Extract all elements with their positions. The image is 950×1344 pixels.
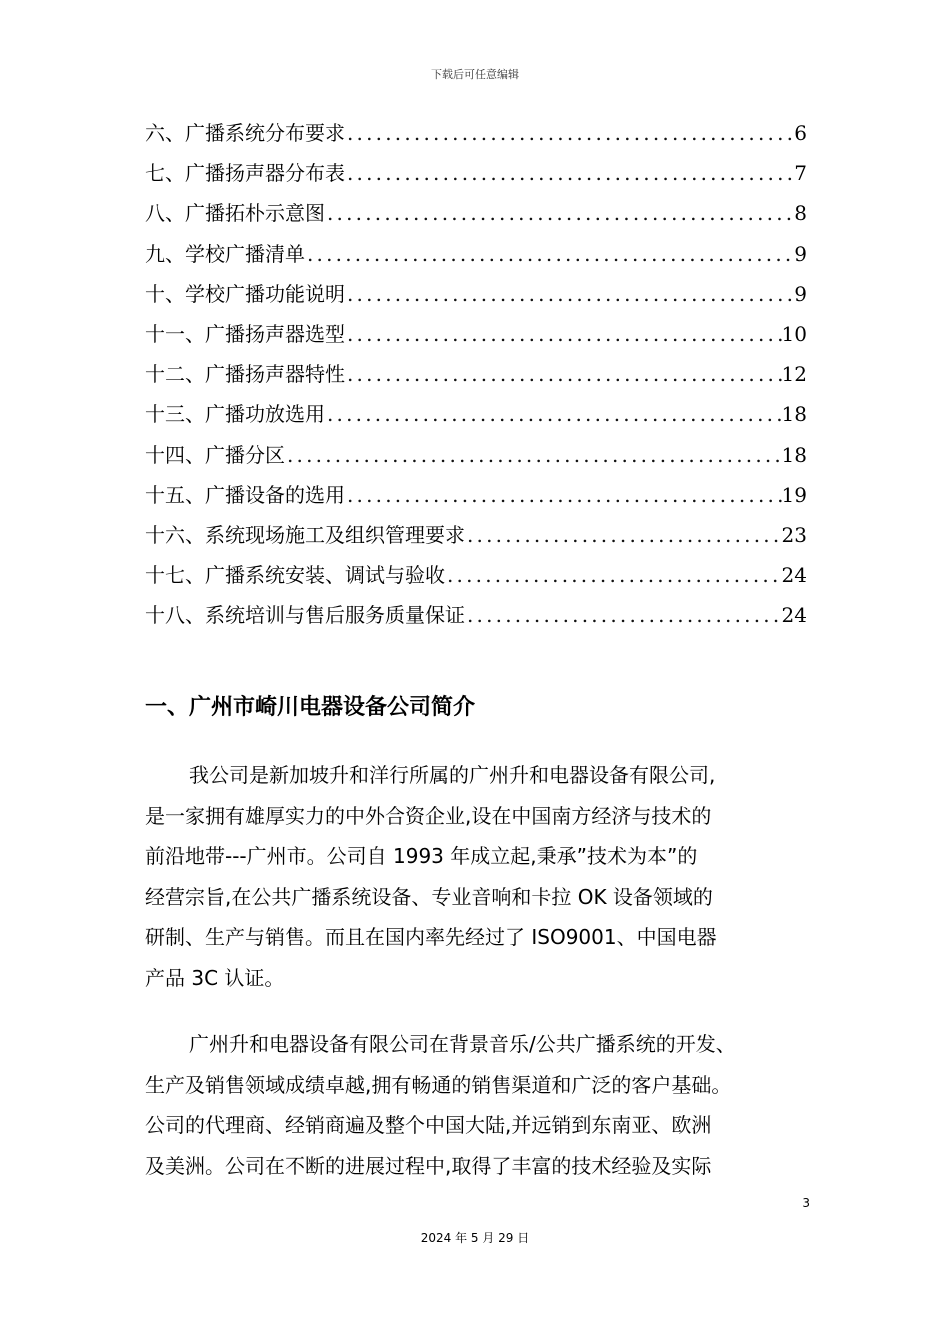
toc-entry-title: 十二、广播扬声器特性 [145, 362, 345, 387]
toc-entry-page: 18 [781, 402, 807, 427]
toc-leader-dots [305, 242, 794, 266]
toc-entry-page: 18 [781, 442, 807, 467]
body-paragraph: 广州升和电器设备有限公司在背景音乐/公共广播系统的开发、 生产及销售领域成绩卓越,拥有畅通的销售渠道和广泛的客户基础。 公司的代理商、经销商遍及整个中国大陆,并远销到东南亚、欧洲 及美洲。公司在不断的进展过程中,取得了丰富的技术经验及实际 [145, 1032, 736, 1178]
toc-leader-dots [285, 443, 782, 467]
toc-leader-dots [345, 161, 794, 185]
toc-entry[interactable] [145, 278, 807, 318]
toc-leader-dots [345, 282, 794, 306]
toc-entry-title: 十、学校广播功能说明 [145, 281, 345, 306]
toc-leader-dots [465, 523, 782, 547]
toc-leader-dots [325, 402, 782, 426]
toc-entry-title: 十七、广播系统安装、调试与验收 [145, 563, 445, 588]
toc-entry-title: 十四、广播分区 [145, 442, 285, 467]
toc-entry-page: 19 [781, 482, 807, 507]
toc-entry[interactable] [145, 559, 807, 599]
toc-leader-dots [445, 563, 782, 587]
toc-entry-title: 十六、系统现场施工及组织管理要求 [145, 522, 465, 547]
toc-entry[interactable] [145, 318, 807, 358]
toc-entry-page: 8 [794, 201, 807, 226]
toc-entry[interactable] [145, 157, 807, 197]
page-footer-date: 2024 年 5 月 29 日 [420, 1231, 530, 1245]
toc-leader-dots [325, 201, 794, 225]
table-of-contents [145, 117, 807, 639]
toc-leader-dots [345, 483, 782, 507]
toc-entry[interactable] [145, 398, 807, 438]
toc-entry-page: 7 [794, 161, 807, 186]
toc-entry-page: 24 [781, 603, 807, 628]
toc-entry-title: 十三、广播功放选用 [145, 402, 325, 427]
toc-entry-title: 十一、广播扬声器选型 [145, 321, 345, 346]
toc-entry-page: 9 [794, 281, 807, 306]
toc-leader-dots [465, 603, 782, 627]
body-paragraph: 我公司是新加坡升和洋行所属的广州升和电器设备有限公司, 是一家拥有雄厚实力的中外合资企业,设在中国南方经济与技术的 前沿地带---广州市。公司自 1993 年成立起,秉承”技术为本”的 经营宗旨,在公共广播系统设备、专业音响和卡拉 OK 设备领域的 研制、生产与销售。而且在国内率先经过了 ISO9001、中国电器 产品 3C 认证。 [145, 763, 717, 990]
toc-entry-page: 6 [794, 121, 807, 145]
toc-leader-dots [345, 121, 794, 145]
toc-entry-title: 十八、系统培训与售后服务质量保证 [145, 603, 465, 628]
toc-entry-page: 23 [781, 522, 807, 547]
toc-entry-title: 七、广播扬声器分布表 [145, 161, 345, 186]
toc-entry[interactable] [145, 479, 807, 519]
toc-entry-title: 六、广播系统分布要求 [145, 121, 345, 145]
toc-entry-page: 24 [781, 563, 807, 588]
page-number: 3 [802, 1196, 810, 1210]
page-header: 下载后可任意编辑 [431, 68, 519, 81]
toc-entry-page: 9 [794, 241, 807, 266]
toc-entry-title: 八、广播拓朴示意图 [145, 201, 325, 226]
toc-entry[interactable] [145, 238, 807, 278]
toc-entry[interactable] [145, 519, 807, 559]
section-heading: 一、广州市崎川电器设备公司简介 [145, 695, 476, 720]
toc-entry[interactable] [145, 197, 807, 237]
toc-entry-page: 10 [781, 321, 807, 346]
toc-entry[interactable] [145, 599, 807, 639]
toc-leader-dots [345, 362, 782, 386]
toc-entry-title: 九、学校广播清单 [145, 241, 305, 266]
toc-entry-title: 十五、广播设备的选用 [145, 482, 345, 507]
toc-entry[interactable] [145, 117, 807, 157]
toc-leader-dots [345, 322, 782, 346]
toc-entry-page: 12 [781, 362, 807, 387]
toc-entry[interactable] [145, 439, 807, 479]
toc-entry[interactable] [145, 358, 807, 398]
